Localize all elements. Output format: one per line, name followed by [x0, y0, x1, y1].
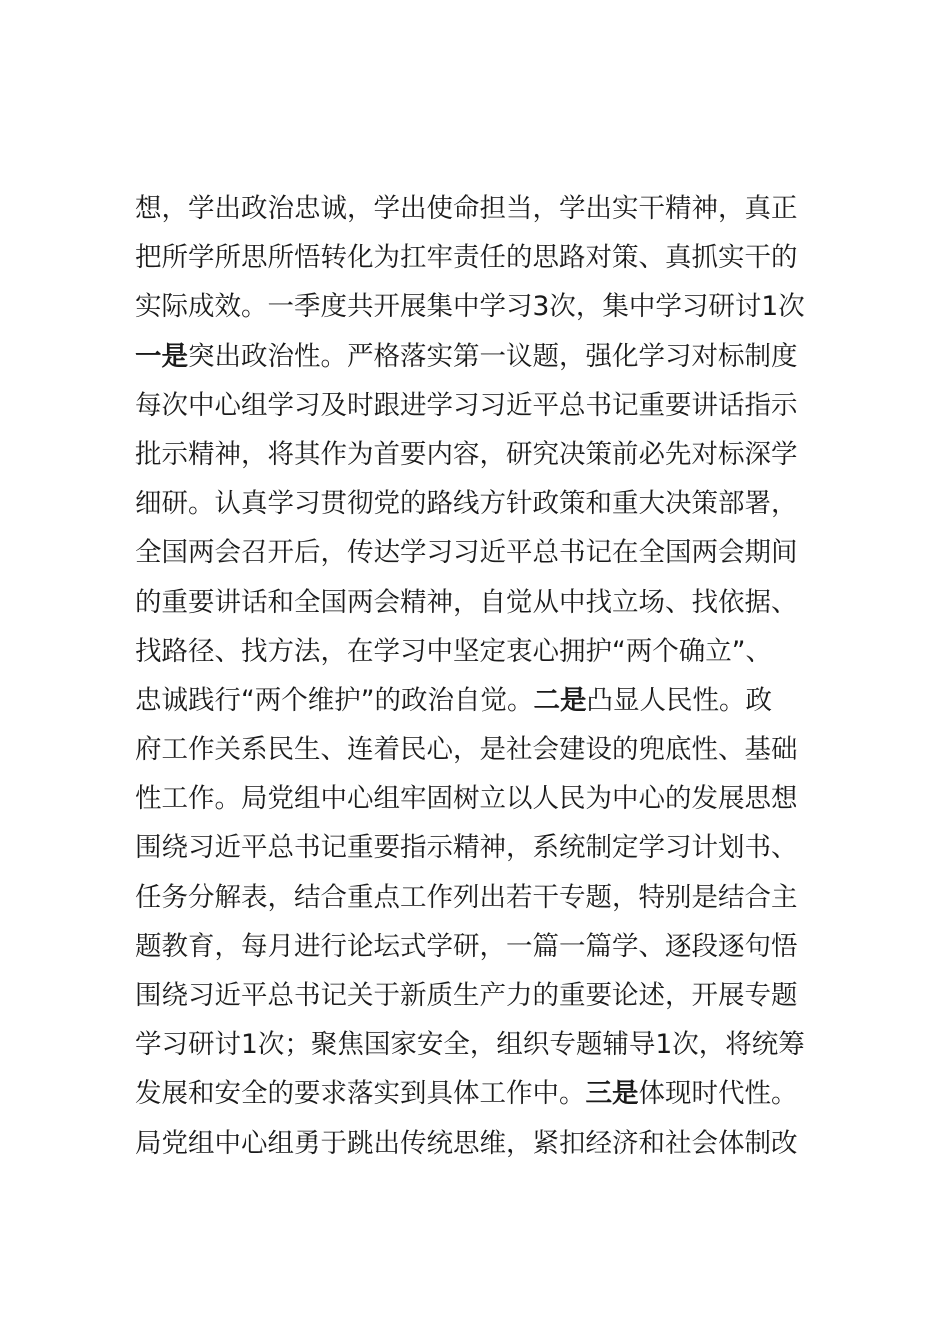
text-line: [135, 922, 855, 971]
text-line: [135, 578, 855, 627]
text-run: 性工作。局党组中心组牢固树立以人民为中心的发展思想: [135, 783, 798, 815]
bold-run: 三是: [585, 1078, 639, 1110]
text-line: [135, 676, 855, 725]
text-run: 每次中心组学习及时跟进学习习近平总书记重要讲话指示: [135, 389, 798, 421]
text-run: 实际成效。一季度共开展集中学习3次，集中学习研讨1次: [135, 291, 805, 323]
text-line: [135, 627, 855, 676]
text-run: 全国两会召开后，传达学习习近平总书记在全国两会期间: [135, 537, 798, 569]
text-run: 找路径、找方法，在学习中坚定衷心拥护“两个确立”、: [135, 635, 772, 667]
text-line: [135, 233, 855, 282]
text-run: 突出政治性。严格落实第一议题，强化学习对标制度: [188, 340, 798, 372]
text-run: 体现时代性。: [638, 1078, 798, 1110]
text-run: 局党组中心组勇于跳出传统思维，紧扣经济和社会体制改: [135, 1127, 798, 1159]
text-line: [135, 381, 855, 430]
text-line: [135, 479, 855, 528]
text-run: 发展和安全的要求落实到具体工作中。: [135, 1078, 586, 1110]
text-run: 凸显人民性。政: [586, 684, 772, 716]
text-line: [135, 774, 855, 823]
bold-run: 一是: [135, 340, 188, 372]
body-text: [135, 184, 855, 1168]
text-run: 题教育，每月进行论坛式学研，一篇一篇学、逐段逐句悟: [135, 930, 798, 962]
text-run: 围绕习近平总书记关于新质生产力的重要论述，开展专题: [135, 980, 798, 1011]
text-line: [135, 873, 855, 922]
text-line: [135, 1020, 855, 1069]
text-run: 忠诚践行“两个维护”的政治自觉。: [135, 684, 534, 716]
text-run: 的重要讲话和全国两会精神，自觉从中找立场、找依据、: [135, 586, 798, 618]
text-run: 府工作关系民生、连着民心，是社会建设的兜底性、基础: [135, 734, 798, 766]
text-line: [135, 823, 855, 872]
text-line: [135, 971, 855, 1020]
bold-run: 二是: [533, 684, 587, 716]
text-run: 任务分解表，结合重点工作列出若干专题，特别是结合主: [135, 881, 798, 913]
text-run: 围绕习近平总书记重要指示精神，系统制定学习计划书、: [135, 832, 798, 864]
text-run: 细研。认真学习贯彻党的路线方针政策和重大决策部署，: [135, 488, 798, 520]
text-line: [135, 332, 855, 381]
text-run: 学习研讨1次；聚焦国家安全，组织专题辅导1次，将统筹: [135, 1029, 805, 1061]
text-line: [135, 1119, 855, 1168]
text-run: 批示精神，将其作为首要内容，研究决策前必先对标深学: [135, 438, 798, 470]
text-run: 想，学出政治忠诚，学出使命担当，学出实干精神，真正: [135, 193, 798, 224]
text-line: [135, 528, 855, 577]
text-run: 把所学所思所悟转化为扛牢责任的思路对策、真抓实干的: [135, 242, 798, 274]
text-line: [135, 1069, 855, 1118]
text-line: [135, 282, 855, 331]
text-line: [135, 184, 855, 233]
text-line: [135, 430, 855, 479]
text-line: [135, 725, 855, 774]
